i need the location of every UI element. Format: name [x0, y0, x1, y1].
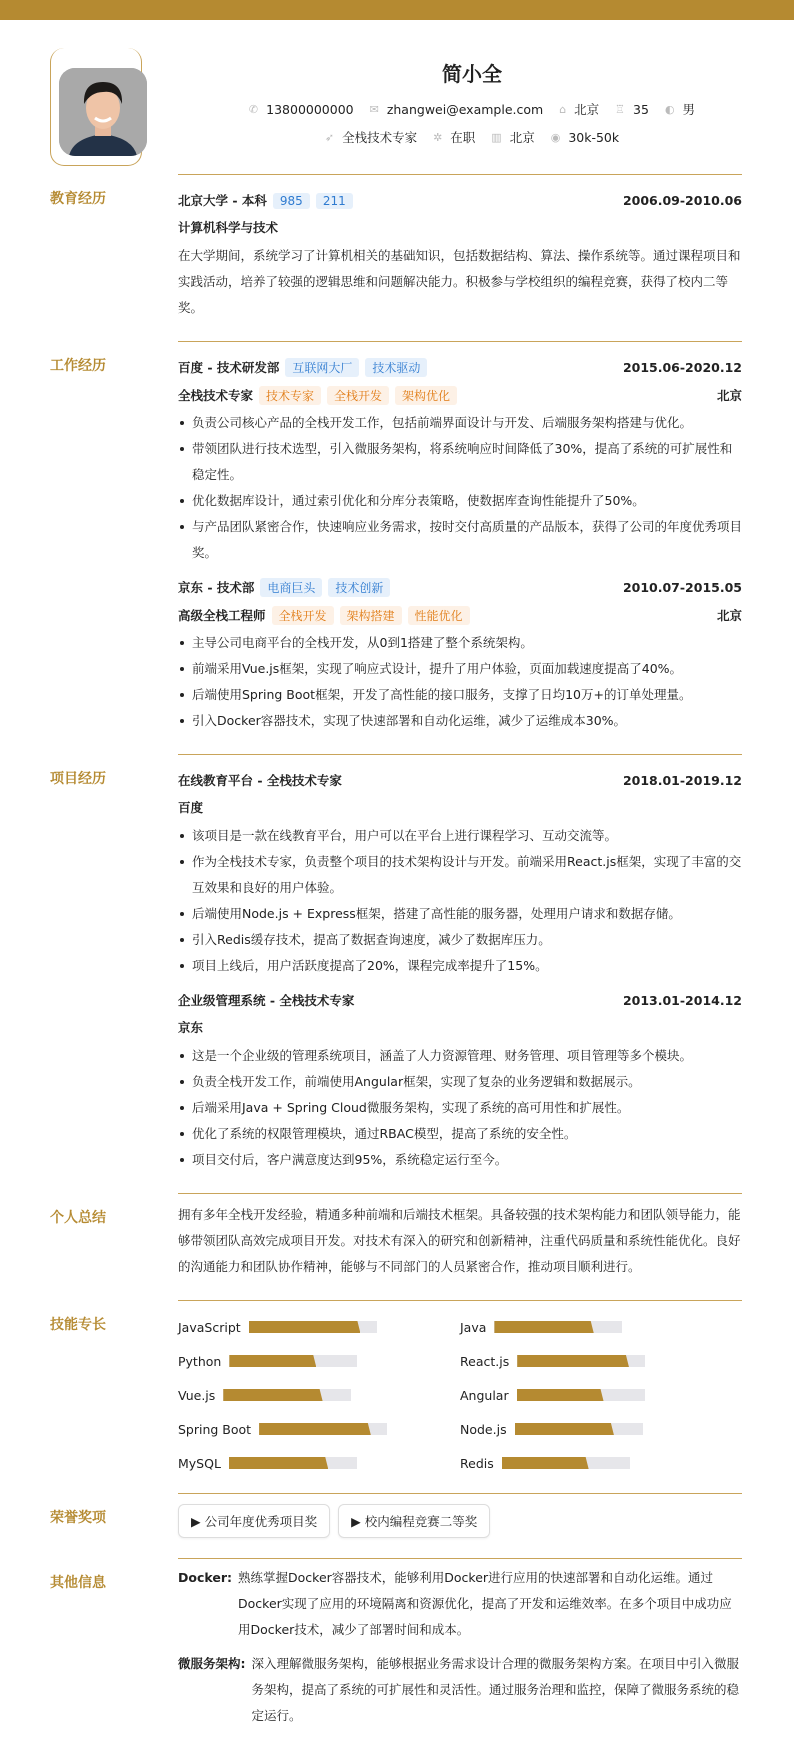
section-title: 项目经历	[50, 771, 106, 787]
age: 35	[633, 101, 649, 117]
skill-bar	[494, 1321, 622, 1333]
education-section	[0, 174, 794, 341]
job-city: 北京	[716, 608, 742, 623]
section-title: 教育经历	[50, 191, 106, 207]
project-list	[178, 823, 742, 979]
top-accent-bar	[0, 0, 794, 20]
job-title: 全栈技术专家	[178, 387, 254, 403]
caret-right-icon: ▶	[191, 1514, 201, 1529]
skill-bar-fill	[223, 1389, 322, 1401]
skill-bar-fill	[249, 1321, 361, 1333]
project-name: 企业级管理系统 - 全栈技术专家	[178, 993, 355, 1008]
cake-icon: ♖	[615, 102, 626, 116]
skill-item	[460, 1317, 742, 1337]
project-header	[178, 769, 742, 791]
skill-item	[460, 1351, 742, 1371]
section-title: 工作经历	[50, 358, 106, 374]
list-item: 负责全栈开发工作，前端使用Angular框架，实现了复杂的业务逻辑和数据展示。	[178, 1069, 742, 1095]
job-header	[178, 576, 742, 598]
skill-item	[460, 1385, 742, 1405]
list-item: 优化数据库设计，通过索引优化和分库分表策略，使数据库查询性能提升了50%。	[178, 488, 742, 514]
contact-row	[150, 100, 794, 118]
project-entry	[178, 989, 742, 1173]
skill-item	[178, 1419, 460, 1439]
list-item: 带领团队进行技术选型，引入微服务架构，将系统响应时间降低了30%，提高了系统的可扩展性和稳定性。	[178, 436, 742, 488]
role-tag: 架构搭建	[340, 606, 402, 625]
section-title: 技能专长	[50, 1317, 106, 1333]
skill-bar-fill	[229, 1457, 328, 1469]
phone: 13800000000	[266, 101, 354, 117]
project-section	[0, 754, 794, 1193]
responsibility-list	[178, 410, 742, 566]
email: zhangwei@example.com	[386, 101, 544, 117]
skill-name: JavaScript	[178, 1319, 241, 1335]
phone-icon: ✆	[248, 102, 259, 116]
role-tag: 技术专家	[259, 386, 321, 405]
city: 北京	[574, 102, 600, 117]
skill-bar-fill	[229, 1355, 316, 1367]
skill-bar	[229, 1457, 357, 1469]
status: 在职	[450, 130, 476, 145]
candidate-name: 简小全	[442, 62, 502, 86]
gender-icon: ◐	[664, 102, 675, 116]
list-item: 负责公司核心产品的全栈开发工作，包括前端界面设计与开发、后端服务架构搭建与优化。	[178, 410, 742, 436]
list-item: 这是一个企业级的管理系统项目，涵盖了人力资源管理、财务管理、项目管理等多个模块。	[178, 1043, 742, 1069]
list-item: 前端采用Vue.js框架，实现了响应式设计，提升了用户体验，页面加载速度提高了40%。	[178, 656, 742, 682]
list-item: 后端使用Node.js + Express框架，搭建了高性能的服务器，处理用户请求和数据存储。	[178, 901, 742, 927]
honors-section	[0, 1493, 794, 1558]
major: 计算机科学与技术	[178, 220, 279, 235]
role-tag: 架构优化	[395, 386, 457, 405]
skill-bar-fill	[517, 1355, 629, 1367]
skill-item	[178, 1453, 460, 1473]
salary: 30k-50k	[568, 129, 620, 145]
project-company: 京东	[178, 1020, 204, 1035]
date: 2006.09-2010.06	[622, 192, 742, 208]
home-icon: ⌂	[559, 102, 567, 116]
list-item: 该项目是一款在线教育平台，用户可以在平台上进行课程学习、互动交流等。	[178, 823, 742, 849]
list-item: 作为全栈技术专家，负责整个项目的技术架构设计与开发。前端采用React.js框架，实现了丰富的交互效果和良好的用户体验。	[178, 849, 742, 901]
list-item: 主导公司电商平台的全栈开发，从0到1搭建了整个系统架构。	[178, 630, 742, 656]
skill-name: Java	[460, 1319, 487, 1335]
skill-bar	[259, 1423, 387, 1435]
skill-item	[460, 1419, 742, 1439]
skill-name: Vue.js	[178, 1387, 216, 1403]
date: 2010.07-2015.05	[622, 579, 742, 595]
building-icon: ▥	[491, 130, 502, 144]
description: 在大学期间，系统学习了计算机相关的基础知识，包括数据结构、算法、操作系统等。通过课程项目和实践活动，培养了较强的逻辑思维和问题解决能力。积极参与学校组织的编程竞赛，获得了校内二等奖。	[178, 248, 741, 315]
job-header	[178, 356, 742, 378]
other-text: 深入理解微服务架构，能够根据业务需求设计合理的微服务架构方案。在项目中引入微服务架构，提高了系统的可扩展性和灵活性。通过服务治理和监控，保障了微服务系统的稳定运行。	[251, 1656, 740, 1723]
summary-text: 拥有多年全栈开发经验，精通多种前端和后端技术框架。具备较强的技术架构能力和团队领导能力，能够带领团队高效完成项目开发。对技术有深入的研究和创新精神，注重代码质量和系统性能优化。良好的沟通能力和团队协作精神，能够与不同部门的人员紧密合作，推动项目顺利进行。	[178, 1207, 741, 1274]
list-item: 项目交付后，客户满意度达到95%，系统稳定运行至今。	[178, 1147, 742, 1173]
skill-item	[178, 1317, 460, 1337]
company-line	[178, 578, 390, 597]
list-item: 后端使用Spring Boot框架，开发了高性能的接口服务，支撑了日均10万+的订单处理量。	[178, 682, 742, 708]
date: 2013.01-2014.12	[622, 992, 742, 1008]
tag: 技术驱动	[365, 358, 427, 377]
gender: 男	[682, 102, 696, 117]
award-label: 公司年度优秀项目奖	[204, 1514, 318, 1529]
tag: 211	[316, 193, 353, 209]
job-title: 高级全栈工程师	[178, 607, 266, 623]
section-title: 荣誉奖项	[50, 1510, 106, 1526]
skill-bar-fill	[517, 1389, 604, 1401]
work-entry	[178, 356, 742, 566]
list-item: 引入Docker容器技术，实现了快速部署和自动化运维，减少了运维成本30%。	[178, 708, 742, 734]
award-item	[338, 1504, 490, 1538]
other-key: 微服务架构:	[178, 1656, 246, 1671]
skill-name: Redis	[460, 1455, 494, 1471]
date: 2018.01-2019.12	[622, 772, 742, 788]
skills-section	[0, 1300, 794, 1493]
title-line	[178, 386, 457, 405]
job-intent-row	[150, 128, 794, 146]
skill-bar-fill	[259, 1423, 371, 1435]
list-item: 项目上线后，用户活跃度提高了20%，课程完成率提升了15%。	[178, 953, 742, 979]
skill-name: React.js	[460, 1353, 510, 1369]
skill-bar	[517, 1355, 645, 1367]
skill-bar	[517, 1389, 645, 1401]
summary-section	[0, 1193, 794, 1300]
section-title: 其他信息	[50, 1575, 106, 1591]
award-item	[178, 1504, 330, 1538]
skill-name: Spring Boot	[178, 1421, 252, 1437]
list-item: 优化了系统的权限管理模块，通过RBAC模型，提高了系统的安全性。	[178, 1121, 742, 1147]
skill-bar	[502, 1457, 630, 1469]
section-title: 个人总结	[50, 1210, 106, 1226]
skill-item	[178, 1351, 460, 1371]
responsibility-list	[178, 630, 742, 734]
list-item: 引入Redis缓存技术，提高了数据查询速度，减少了数据库压力。	[178, 927, 742, 953]
target-city: 北京	[509, 130, 535, 145]
skill-name: Angular	[460, 1387, 509, 1403]
date: 2015.06-2020.12	[622, 359, 742, 375]
company: 京东 - 技术部	[178, 579, 255, 595]
company: 百度 - 技术研发部	[178, 359, 280, 375]
skill-bar-fill	[515, 1423, 614, 1435]
project-name: 在线教育平台 - 全栈技术专家	[178, 773, 342, 788]
other-text: 熟练掌握Docker容器技术，能够利用Docker进行应用的快速部署和自动化运维。通过Docker实现了应用的环境隔离和资源优化，提高了开发和运维效率。在多个项目中成功应用Docker技术，减少了部署时间和成本。	[238, 1570, 732, 1637]
award-label: 校内编程竞赛二等奖	[364, 1514, 478, 1529]
salary-icon: ◉	[550, 130, 561, 144]
project-header	[178, 989, 742, 1011]
email-icon: ✉	[369, 102, 379, 116]
role-line	[178, 604, 742, 626]
skill-bar	[223, 1389, 351, 1401]
work-entry	[178, 576, 742, 734]
project-company: 百度	[178, 800, 204, 815]
list-item: 后端采用Java + Spring Cloud微服务架构，实现了系统的高可用性和扩展性。	[178, 1095, 742, 1121]
company-line	[178, 358, 427, 377]
work-section	[0, 341, 794, 754]
list-item: 与产品团队紧密合作，快速响应业务需求，按时交付高质量的产品版本，获得了公司的年度优秀项目奖。	[178, 514, 742, 566]
title-line	[178, 606, 470, 625]
skill-name: Node.js	[460, 1421, 507, 1437]
skill-name: Python	[178, 1353, 222, 1369]
role-tag: 全栈开发	[327, 386, 389, 405]
role-line	[178, 384, 742, 406]
skill-bar-fill	[494, 1321, 593, 1333]
project-list	[178, 1043, 742, 1173]
other-key: Docker:	[178, 1570, 232, 1585]
role-tag: 性能优化	[408, 606, 470, 625]
other-section	[0, 1558, 794, 1749]
skill-bar	[249, 1321, 377, 1333]
position: 全栈技术专家	[342, 130, 418, 145]
skill-name: MySQL	[178, 1455, 221, 1471]
tag: 技术创新	[328, 578, 390, 597]
skill-bar-fill	[502, 1457, 589, 1469]
school: 北京大学 - 本科	[178, 193, 267, 208]
skill-bar	[515, 1423, 643, 1435]
send-icon: ➶	[324, 130, 335, 144]
project-entry	[178, 769, 742, 979]
status-icon: ✲	[433, 130, 443, 144]
caret-right-icon: ▶	[351, 1514, 361, 1529]
skill-item	[178, 1385, 460, 1405]
role-tag: 全栈开发	[272, 606, 334, 625]
job-city: 北京	[716, 388, 742, 403]
skill-item	[460, 1453, 742, 1473]
tag: 电商巨头	[260, 578, 322, 597]
skill-bar	[229, 1355, 357, 1367]
resume-header	[0, 20, 794, 174]
tag: 985	[273, 193, 310, 209]
tag: 互联网大厂	[285, 358, 359, 377]
